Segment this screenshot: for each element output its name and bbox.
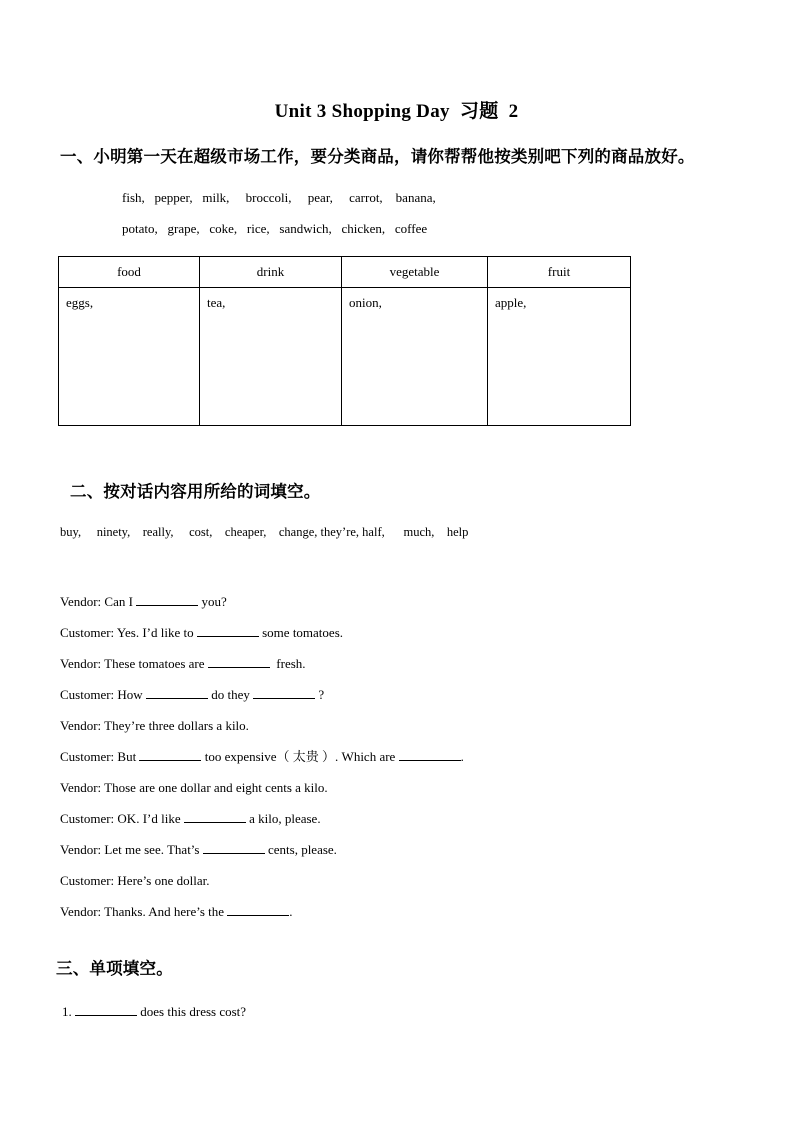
dialogue-line-7-text: Vendor: Those are one dollar and eight cents a kilo.: [60, 780, 328, 795]
dialogue-line-4-text: ?: [315, 687, 325, 702]
dialogue-line-9-blank-1[interactable]: [203, 840, 265, 854]
table-row: [59, 288, 631, 426]
section-one-wordlist-line-1: fish, pepper, milk, broccoli, pear, carrot, banana,: [122, 190, 436, 205]
dialogue-line-11-text: .: [289, 904, 293, 919]
page-title: Unit 3 Shopping Day 习题 2: [274, 101, 519, 122]
dialogue-list: [56, 542, 737, 927]
dialogue-line-8-blank-1[interactable]: [184, 809, 246, 823]
dialogue-line-1: [60, 586, 737, 617]
question-list: [56, 984, 737, 1027]
section-two-wordbank: buy, ninety, really, cost, cheaper, change, they’re, half, much, help: [60, 525, 469, 539]
dialogue-line-4: [60, 679, 737, 710]
dialogue-line-8-text: Customer: OK. I’d like: [60, 811, 184, 826]
question-1-text: does this dress cost?: [137, 1004, 247, 1019]
dialogue-line-11: [60, 896, 737, 927]
dialogue-line-4-blank-2[interactable]: [253, 685, 315, 699]
table-cell-drink[interactable]: tea,: [200, 288, 342, 426]
dialogue-line-8-text: a kilo, please.: [245, 811, 321, 826]
table-header-vegetable: vegetable: [342, 257, 488, 288]
dialogue-line-11-blank-1[interactable]: [227, 902, 289, 916]
section-one-heading: 一、小明第一天在超级市场工作，要分类商品，请你帮帮他按类别吧下列的商品放好。: [60, 147, 695, 166]
dialogue-line-9-text: Vendor: Let me see. That’s: [60, 842, 203, 857]
question-1-text: 1.: [62, 1004, 75, 1019]
dialogue-line-6-text: too expensive（ 太贵 ）. Which are: [201, 749, 399, 764]
dialogue-line-6-blank-2[interactable]: [399, 747, 461, 761]
dialogue-line-9: [60, 834, 737, 865]
table-header-food: food: [59, 257, 200, 288]
table-cell-fruit[interactable]: apple,: [488, 288, 631, 426]
section-three: [56, 927, 737, 1027]
dialogue-line-10-text: Customer: Here’s one dollar.: [60, 873, 210, 888]
question-1: [56, 984, 737, 1027]
section-three-heading: 三、单项填空。: [56, 959, 173, 978]
section-one: [56, 123, 737, 426]
table-header-row: [59, 257, 631, 288]
section-two-heading: 二、按对话内容用所给的词填空。: [70, 482, 321, 501]
dialogue-line-7: [60, 772, 737, 803]
dialogue-line-6-blank-1[interactable]: [139, 747, 201, 761]
dialogue-line-4-text: Customer: How: [60, 687, 146, 702]
dialogue-line-1-text: you?: [198, 594, 227, 609]
dialogue-line-3-text: Vendor: These tomatoes are: [60, 656, 208, 671]
section-one-wordlist-line-2: potato, grape, coke, rice, sandwich, chicken, coffee: [122, 221, 428, 236]
dialogue-line-1-blank-1[interactable]: [136, 592, 198, 606]
category-table: [58, 256, 631, 426]
dialogue-line-3: [60, 648, 737, 679]
dialogue-line-11-text: Vendor: Thanks. And here’s the: [60, 904, 228, 919]
dialogue-line-4-text: do they: [207, 687, 254, 702]
dialogue-line-5: [60, 710, 737, 741]
dialogue-line-1-text: Vendor: Can I: [60, 594, 137, 609]
table-cell-vegetable[interactable]: onion,: [342, 288, 488, 426]
table-cell-food[interactable]: eggs,: [59, 288, 200, 426]
section-two: [56, 426, 737, 927]
dialogue-line-6-text: .: [460, 749, 464, 764]
dialogue-line-8: [60, 803, 737, 834]
dialogue-line-5-text: Vendor: They’re three dollars a kilo.: [60, 718, 249, 733]
dialogue-line-2-blank-1[interactable]: [197, 623, 259, 637]
dialogue-line-9-text: cents, please.: [264, 842, 337, 857]
question-1-blank-1[interactable]: [75, 1002, 137, 1016]
dialogue-line-3-blank-1[interactable]: [208, 654, 270, 668]
dialogue-line-2-text: Customer: Yes. I’d like to: [60, 625, 197, 640]
dialogue-line-6-text: Customer: But: [60, 749, 140, 764]
table-header-fruit: fruit: [488, 257, 631, 288]
dialogue-line-6: [60, 741, 737, 772]
dialogue-line-3-text: fresh.: [269, 656, 306, 671]
table-header-drink: drink: [200, 257, 342, 288]
dialogue-line-2: [60, 617, 737, 648]
dialogue-line-10: [60, 865, 737, 896]
dialogue-line-2-text: some tomatoes.: [258, 625, 344, 640]
dialogue-line-4-blank-1[interactable]: [146, 685, 208, 699]
